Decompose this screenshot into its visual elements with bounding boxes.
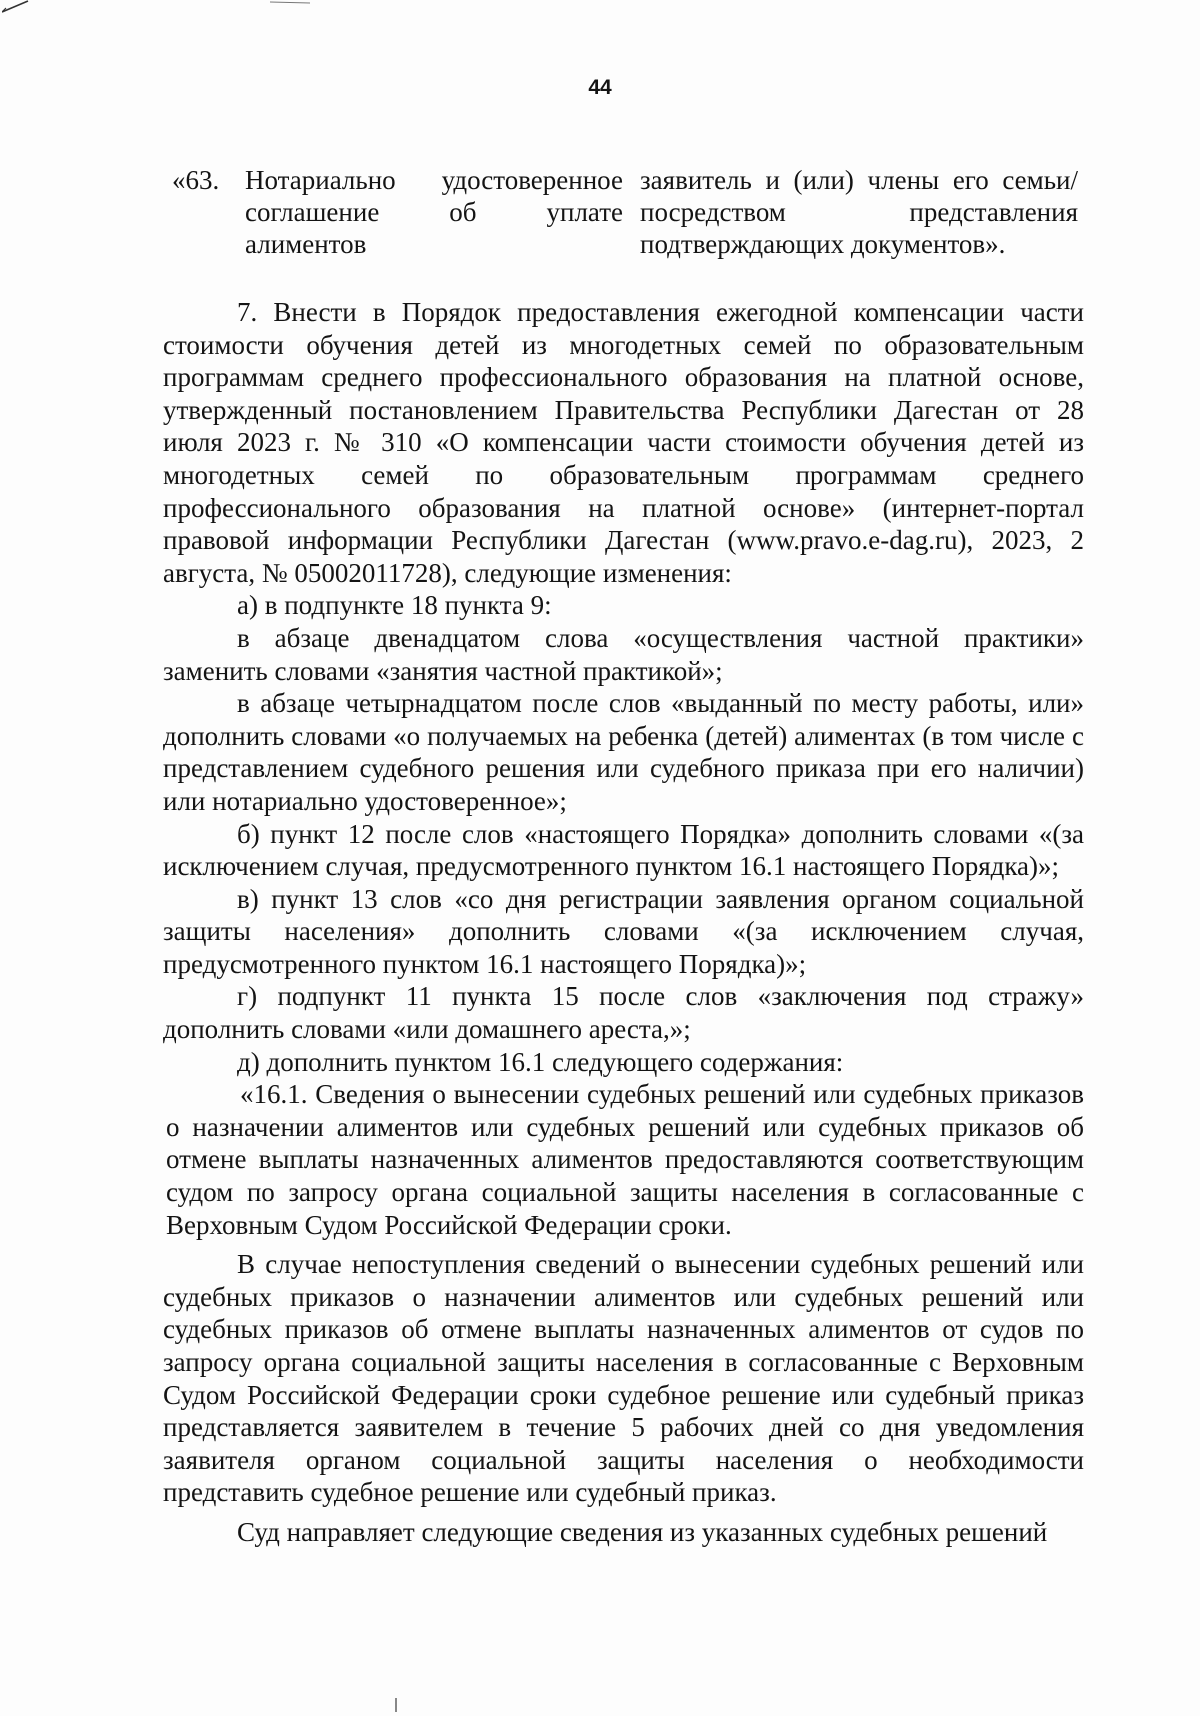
page-number: 44 — [588, 76, 612, 99]
provider-cell: заявитель и (или) члены его семьи/посредством представления подтверждающих документов». — [640, 165, 1078, 259]
document-body — [163, 296, 1084, 1549]
paragraph-subitem-a: а) в подпункте 18 пункта 9: — [237, 590, 552, 621]
paragraph-subitem-g: г) подпункт 11 пункта 15 после слов «заключения под стражу» дополнить словами «или домашнего ареста,»; — [163, 981, 1084, 1045]
paragraph-abzac-14: в абзаце четырнадцатом после слов «выданный по месту работы, или» дополнить словами «о получаемых на ребенка (детей) алиментах (в том числе с представлением судебного решения или судебного приказа при его наличии) или нотариально удостоверенное»; — [163, 688, 1084, 816]
paragraph-subitem-v: в) пункт 13 слов «со дня регистрации заявления органом социальной защиты населения» дополнить словами «(за исключением случая, предусмотренного пунктом 16.1 настоящего Порядка)»; — [163, 883, 1084, 979]
document-name-cell: Нотариально удостоверенное соглашение об уплате алиментов — [245, 165, 623, 259]
paragraph-subitem-b: б) пункт 12 после слов «настоящего Порядка» дополнить словами «(за исключением случая, предусмотренного пунктом 16.1 настоящего Порядка)»; — [163, 818, 1084, 882]
paragraph-non-receipt: В случае непоступления сведений о вынесении судебных решений или судебных приказов о назначении алиментов или судебных решений или судебных приказов об отмене выплаты назначенных алиментов от судов по запросу органа социальной защиты населения в согласованные с Верховным Судом Российской Федерации сроки судебное решение или судебный приказ представляется заявителем в течение 5 рабочих дней со дня уведомления заявителя органом социальной защиты населения о необходимости представить судебное решение или судебный приказ. — [163, 1249, 1084, 1508]
paragraph-abzac-12: в абзаце двенадцатом слова «осуществления частной практики» заменить словами «занятия частной практикой»; — [163, 622, 1084, 686]
scan-bottom-mark — [395, 1698, 397, 1712]
paragraph-court-sends: Суд направляет следующие сведения из указанных судебных решений — [237, 1516, 1048, 1547]
scan-corner-mark — [2, 0, 30, 14]
scan-edge-mark — [270, 0, 310, 6]
paragraph-16-1: «16.1. Сведения о вынесении судебных решений или судебных приказов о назначении алиментов или судебных решений или судебных приказов об отмене выплаты назначенных алиментов предоставляются соответствующим судом по запросу органа социальной защиты населения в согласованные с Верховным Судом Российской Федерации сроки. — [166, 1079, 1084, 1240]
row-number: «63. — [172, 165, 220, 195]
paragraph-subitem-d: д) дополнить пунктом 16.1 следующего содержания: — [237, 1046, 844, 1077]
paragraph-item-7: 7. Внести в Порядок предоставления ежегодной компенсации части стоимости обучения детей из многодетных семей по образовательным программам среднего профессионального образования на платной основе, утвержденный постановлением Правительства Республики Дагестан от 28 июля 2023 г. № 310 «О компенсации части стоимости обучения детей из многодетных семей по образовательным программам среднего профессионального образования на платной основе» (интернет-портал правовой информации Республики Дагестан (www.pravo.e-dag.ru), 2023, 2 августа, № 05002011728), следующие изменения: — [163, 297, 1084, 588]
